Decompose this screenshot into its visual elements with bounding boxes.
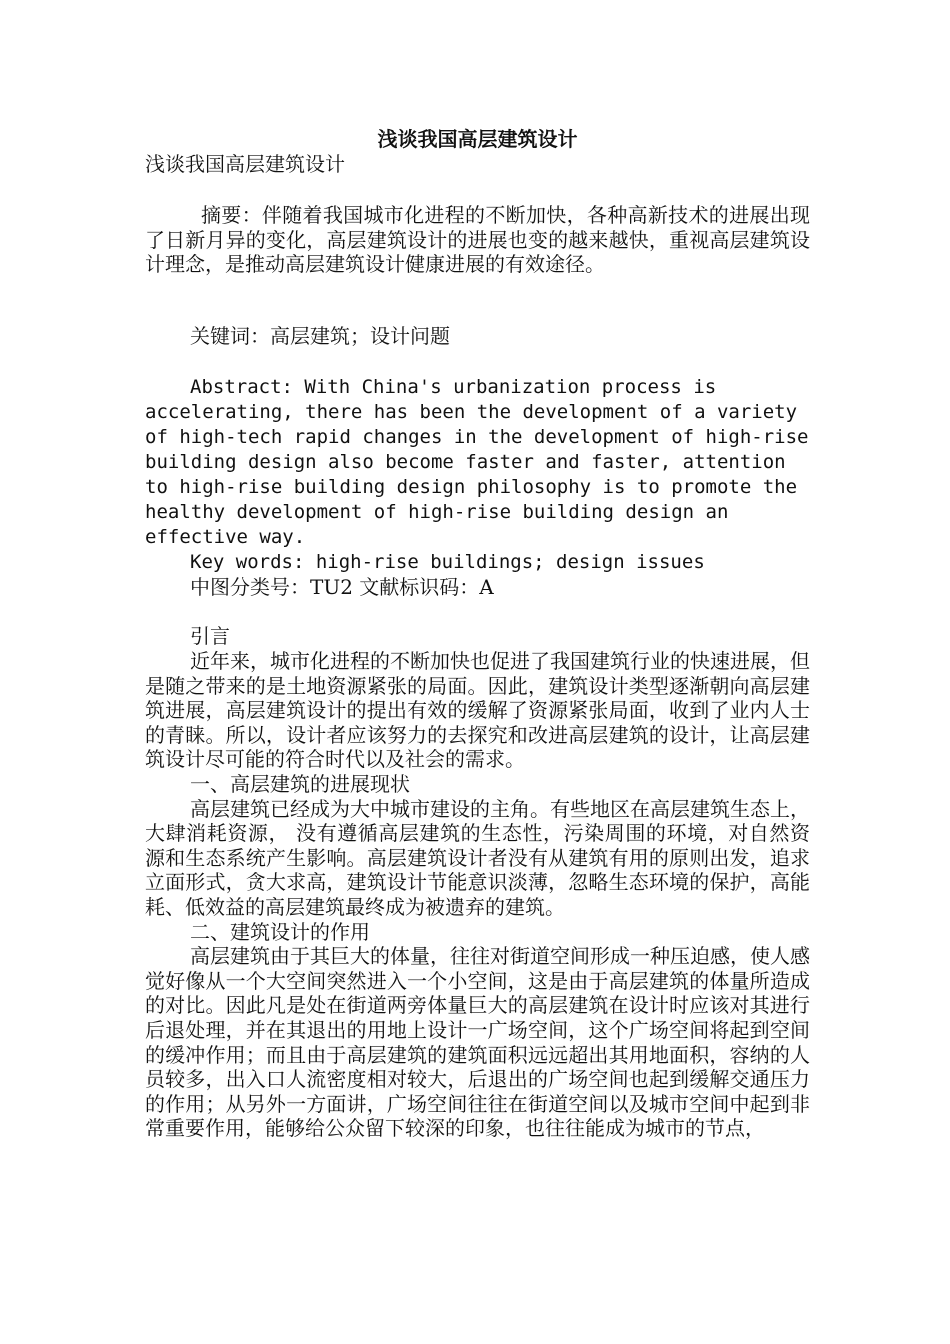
- body-text: [145, 649, 810, 1141]
- paragraph-intro: 近年来，城市化进程的不断加快也促进了我国建筑行业的快速进展，但是随之带来的是土地资源紧张的局面。因此，建筑设计类型逐渐朝向高层建筑进展，高层建筑设计的提出有效的缓解了资源紧张局面，收到了业内人士的青睐。所以，设计者应该努力的去探究和改进高层建筑的设计，让高层建筑设计尽可能的符合时代以及社会的需求。: [145, 649, 810, 772]
- section-heading-1: 一、高层建筑的进展现状: [190, 771, 410, 796]
- abstract-chinese: 摘要：伴随着我国城市化进程的不断加快，各种高新技术的进展出现了日新月异的变化，高层建筑设计的进展也变的越来越快，重视高层建筑设计理念，是推动高层建筑设计健康进展的有效途径。: [145, 203, 810, 277]
- section-heading-2: 二、建筑设计的作用: [190, 919, 370, 944]
- intro-heading: 引言: [190, 624, 230, 648]
- document-title: 浅谈我国高层建筑设计: [377, 127, 578, 151]
- classification-line: 中图分类号：TU2 文献标识码：A: [190, 575, 494, 599]
- abstract-english: Abstract: With China's urbanization process is accelerating, there has been the development of a variety of high-tech rapid changes in the development of high-rise building design also become faster and faster, attention to high-rise building design philosophy is to promote the healthy development of high-rise building design an effective way.: [145, 376, 809, 548]
- paragraph-section-2: 高层建筑由于其巨大的体量，往往对街道空间形成一种压迫感，使人感觉好像从一个大空间突然进入一个小空间，这是由于高层建筑的体量所造成的对比。因此凡是处在街道两旁体量巨大的高层建筑在设计时应该对其进行后退处理，并在其退出的用地上设计一广场空间，这个广场空间将起到空间的缓冲作用；而且由于高层建筑的建筑面积远远超出其用地面积，容纳的人员较多，出入口人流密度相对较大，后退出的广场空间也起到缓解交通压力的作用；从另外一方面讲，广场空间往往在街道空间以及城市空间中起到非常重要作用，能够给公众留下较深的印象，也往往能成为城市的节点，: [145, 944, 810, 1141]
- document-subtitle: 浅谈我国高层建筑设计: [145, 152, 345, 176]
- keywords-chinese: 关键词：高层建筑；设计问题: [190, 324, 450, 348]
- keywords-english: Key words: high-rise buildings; design issues: [190, 551, 705, 573]
- paragraph-section-1: 高层建筑已经成为大中城市建设的主角。有些地区在高层建筑生态上，大肆消耗资源， 没有遵循高层建筑的生态性，污染周围的环境，对自然资源和生态系统产生影响。高层建筑设计者没有从建筑有用的原则出发，追求立面形式，贪大求高，建筑设计节能意识淡薄，忽略生态环境的保护，高能耗、低效益的高层建筑最终成为被遗弃的建筑。: [145, 796, 810, 919]
